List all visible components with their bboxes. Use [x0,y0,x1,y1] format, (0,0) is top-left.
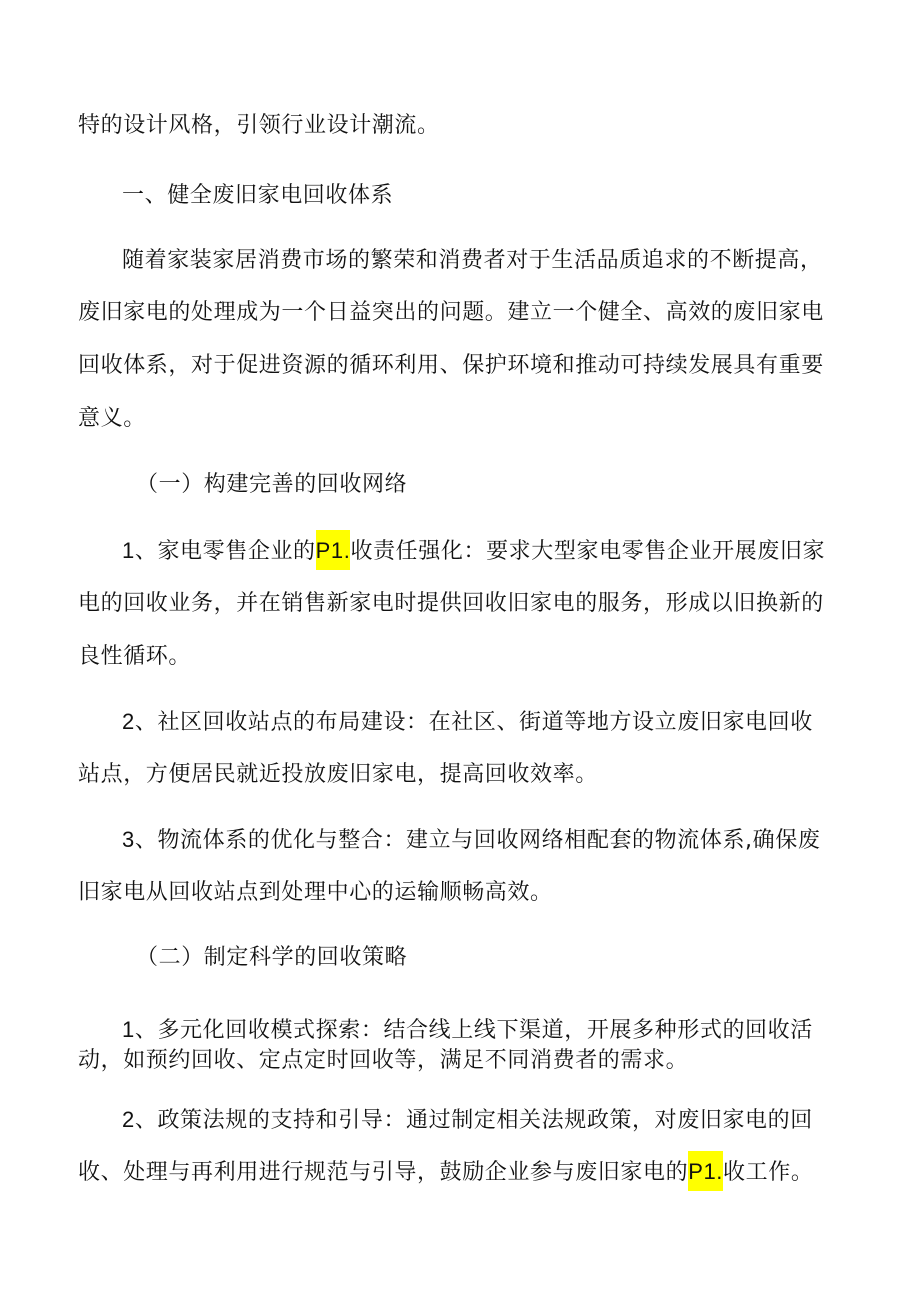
list-item-line [122,1015,813,1046]
item-number: 1 [122,1017,135,1042]
paragraph-line: 废旧家电的处理成为一个日益突出的问题。建立一个健全、高效的废旧家电 [78,300,824,325]
paragraph-line: 随着家装家居消费市场的繁荣和消费者对于生活品质追求的不断提高， [122,248,823,273]
paragraph-line [78,1158,813,1188]
list-item-line [122,536,825,567]
text-run: 收工作。 [723,1160,814,1185]
item-number: 3 [122,827,135,852]
text-run: 、物流体系的优化与整合：建立与回收网络相配套的物流体系,确保废 [134,828,821,853]
paragraph-line: 意义。 [78,406,146,431]
highlighted-mark: P1. [688,1151,723,1191]
item-number: 2 [122,709,135,734]
text-run: 、多元化回收模式探索：结合线上线下渠道，开展多种形式的回收活 [134,1018,813,1043]
section-heading: 一、健全废旧家电回收体系 [122,183,394,208]
item-number: 2 [122,1107,135,1132]
list-item-line [122,707,813,738]
text-run: 收、处理与再利用进行规范与引导，鼓励企业参与废旧家电的 [78,1160,689,1185]
subsection-heading: （一）构建完善的回收网络 [136,472,408,497]
paragraph-line: 电的回收业务，并在销售新家电时提供回收旧家电的服务，形成以旧换新的 [78,591,824,616]
highlighted-mark: P1. [316,530,351,570]
paragraph-line: 站点，方便居民就近投放废旧家电，提高回收效率。 [78,762,598,787]
text-run: 、社区回收站点的布局建设：在社区、街道等地方设立废旧家电回收 [134,710,813,735]
paragraph-line: 动，如预约回收、定点定时回收等，满足不同消费者的需求。 [78,1048,689,1073]
paragraph-line: 旧家电从回收站点到处理中心的运输顺畅高效。 [78,880,553,905]
paragraph-line: 回收体系，对于促进资源的循环利用、保护环境和推动可持续发展具有重要 [78,353,824,378]
text-run: 收责任强化：要求大型家电零售企业开展废旧家 [350,539,826,564]
list-item-line [122,825,820,856]
text-run: 、家电零售企业的 [134,539,316,564]
paragraph-line: 特的设计风格，引领行业设计潮流。 [78,113,440,138]
subsection-heading: （二）制定科学的回收策略 [136,945,408,970]
list-item-line [122,1105,813,1136]
paragraph-line: 良性循环。 [78,644,192,669]
text-run: 、政策法规的支持和引导：通过制定相关法规政策，对废旧家电的回 [134,1108,813,1133]
item-number: 1 [122,538,135,563]
